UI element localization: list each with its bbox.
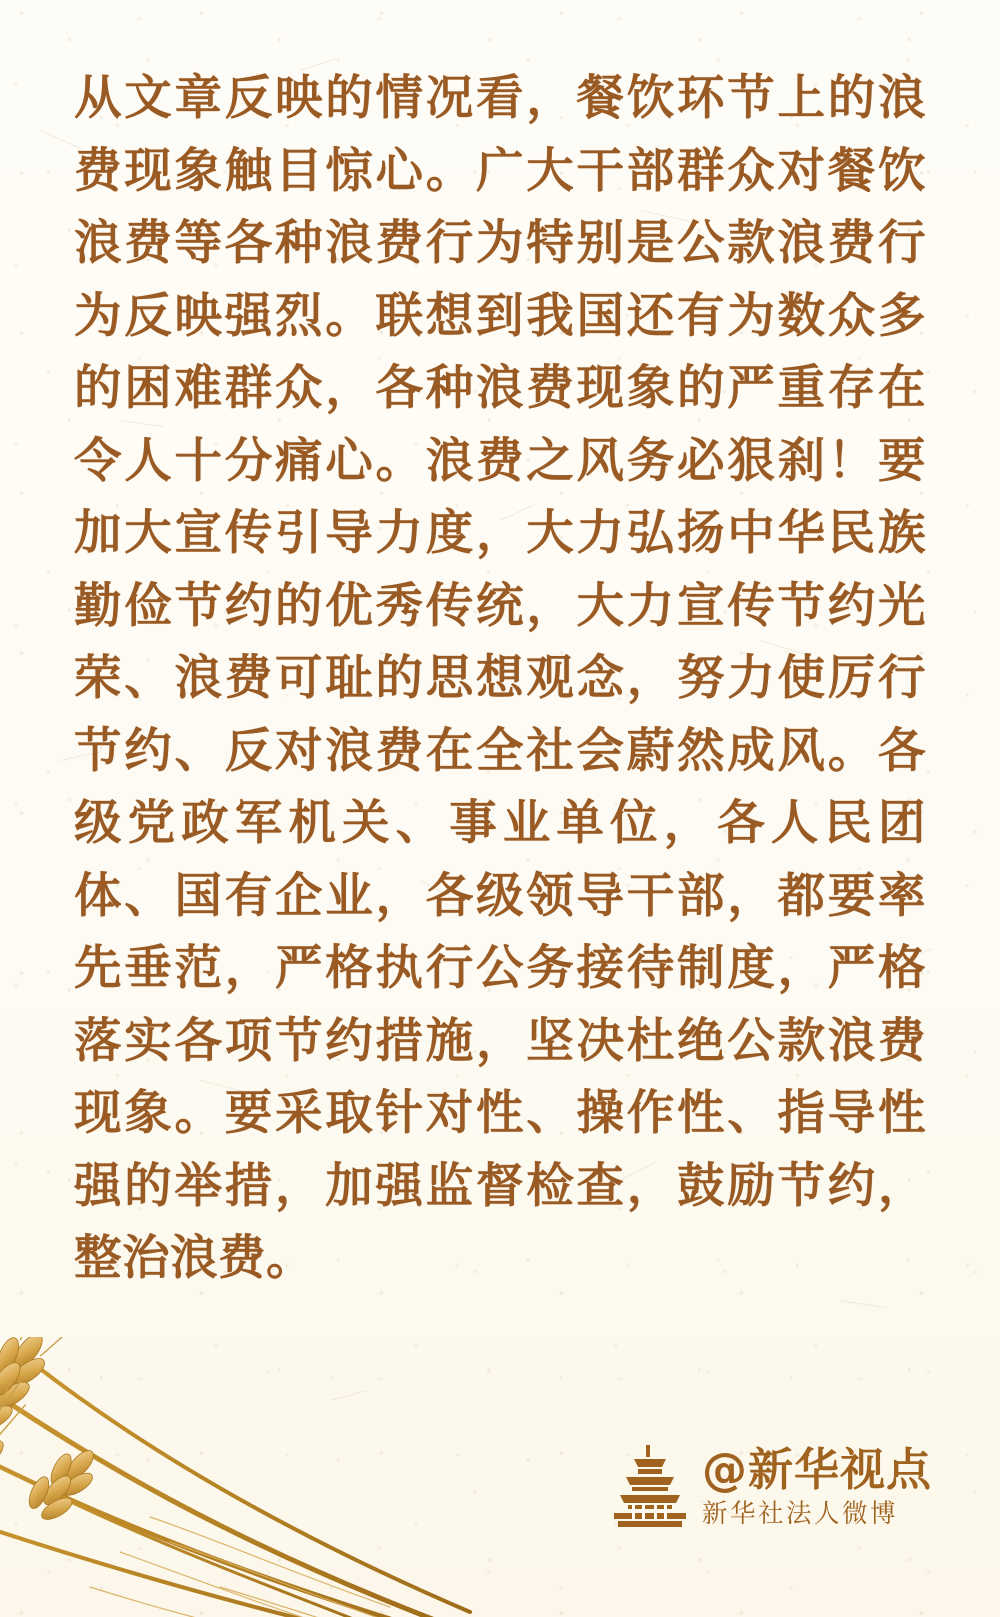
logo-sub-label: 新华社法人微博 [701, 1498, 898, 1529]
publisher-logo [612, 1443, 932, 1531]
wheat-ears-illustration [0, 1337, 530, 1617]
logo-text-block [701, 1442, 932, 1529]
poster-body-text: 从文章反映的情况看，餐饮环节上的浪费现象触目惊心。广大干部群众对餐饮浪费等各种浪费行为特别是公款浪费行为反映强烈。联想到我国还有为数众多的困难群众，各种浪费现象的严重存在令人十分痛心。浪费之风务必狠刹！要加大宣传引导力度，大力弘扬中华民族勤俭节约的优秀传统，大力宣传节约光荣、浪费可耻的思想观念，努力使厉行节约、反对浪费在全社会蔚然成风。各级党政军机关、事业单位，各人民团体、国有企业，各级领导干部，都要率先垂范，严格执行公务接待制度，严格落实各项节约措施，坚决杜绝公款浪费现象。要采取针对性、操作性、指导性强的举措，加强监督检查，鼓励节约，整治浪费。 [74, 70, 926, 1286]
logo-main-label: @新华视点 [701, 1442, 932, 1496]
xinhua-tower-icon [612, 1443, 688, 1531]
